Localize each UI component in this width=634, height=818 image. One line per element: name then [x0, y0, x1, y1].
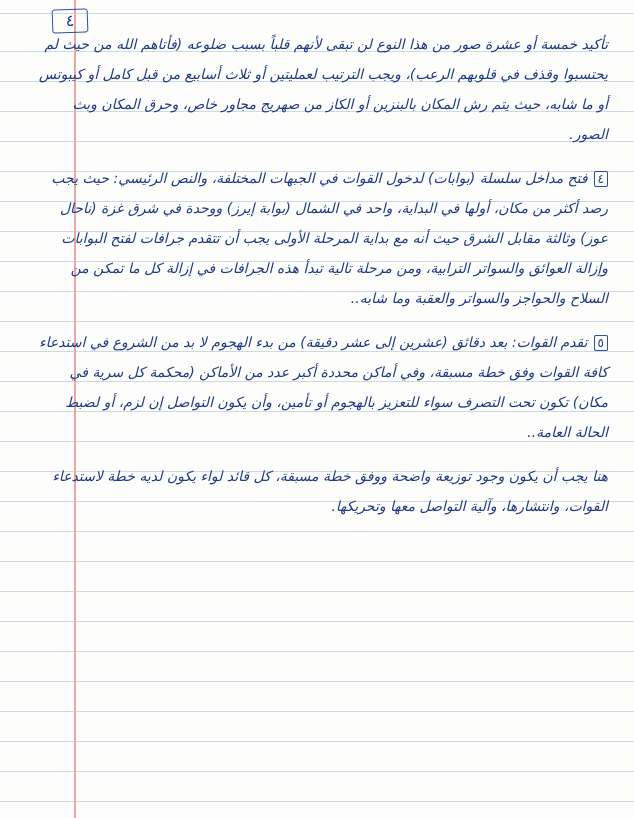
paragraph-1 [34, 30, 608, 150]
paragraph-1-text: تأكيد خمسة أو عشرة صور من هذا النوع لن تبقى لأنهم قلباً بسبب ضلوعه (فأتاهم الله من حيث لم يحتسبوا وقذف في قلوبهم الرعب)، ويجب الترتيب لعمليتين أو ثلاث أسابيع من قبل كامل أو كيبوتس أو ما شابه، حيث يتم رش المكان بالبنزين أو الكاز من صهريج مجاور خاص، وحرق المكان وبث الصور. [38, 37, 608, 143]
paragraph-3-text: تقدم القوات: بعد دقائق (عشرين إلى عشر دقيقة) من بدء الهجوم لا بد من الشروع في استدعاء كافة القوات وفق خطة مسبقة، وفي أماكن محددة أكبر عدد من الأماكن (محكمة كل سرية في مكان) تكون تحت التصرف سواء للتعزيز بالهجوم أو تأمين، وأن يكون التواصل إن لزم، أو لضبط الحالة العامة.. [38, 335, 608, 441]
section-number-5: ٥ [594, 335, 608, 351]
paragraph-4 [34, 462, 608, 522]
paragraph-2-text: فتح مداخل سلسلة (بوابات) لدخول القوات في الجبهات المختلفة، والنص الرئيسي: حيث يجب رصد أكثر من مكان، أولها في البداية، واحد في الشمال (بوابة إيرز) ووحدة في شرق غزة (ناحال عوز) وثالثة مقابل الشرق حيث أنه مع بداية المرحلة الأولى يجب أن تتقدم جرافات لفتح البوابات وإزالة العوائق والسواتر الترابية، ومن مرحلة تالية تبدأ هذه الجرافات في إزالة كل ما تمكن من السلاح والحواجز والسواتر والعقبة وما شابه.. [51, 171, 608, 307]
page-number: ٤ [52, 8, 89, 33]
section-number-4: ٤ [594, 171, 608, 187]
handwritten-text [34, 30, 608, 536]
paragraph-2 [34, 164, 608, 314]
paragraph-3 [34, 328, 608, 448]
paragraph-4-text: هنا يجب أن يكون وجود توزيعة واضحة ووفق خطة مسبقة، كل قائد لواء يكون لديه خطة لاستدعاء القوات، وانتشارها، وآلية التواصل معها وتحريكها. [52, 469, 608, 515]
